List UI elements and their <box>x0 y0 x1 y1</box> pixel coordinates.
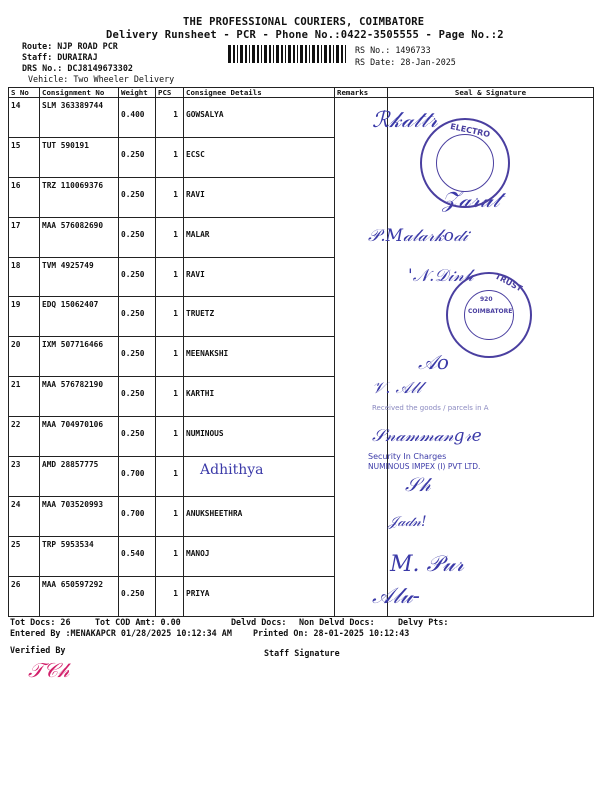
signature-ravi: 𝒵𝒶𝓇𝓊𝓉 <box>442 188 500 213</box>
row-sno: 25 <box>9 536 40 576</box>
row-consignee: MANOJ <box>184 536 335 576</box>
signature-row23: 𝒮𝒽 <box>405 474 431 496</box>
col-header-sno: S No <box>9 88 40 98</box>
row-sno: 21 <box>9 377 40 417</box>
signature-malar: 𝒫.𝑀𝒶𝓁𝒶𝓇𝓀𝑜𝒹𝒾 <box>368 226 468 246</box>
row-remarks <box>335 137 388 177</box>
company-seal-top <box>420 118 510 208</box>
row-sno: 22 <box>9 417 40 457</box>
table-row <box>9 417 594 457</box>
barcode <box>228 45 348 63</box>
row-pcs: 1 <box>156 496 184 536</box>
drs-number: DRS No.: DCJ8149673302 <box>22 63 133 73</box>
row-consignee: PRIYA <box>184 576 335 616</box>
row-consignment-no: MAA 704970106 <box>40 417 119 457</box>
row-consignment-no: MAA 650597292 <box>40 576 119 616</box>
table-header-row <box>9 88 594 98</box>
total-cod: Tot COD Amt: 0.00 <box>95 617 181 627</box>
entered-by: Entered By :MENAKAPCR 01/28/2025 10:12:34 AM <box>10 628 232 638</box>
row-sno: 17 <box>9 217 40 257</box>
table-row <box>9 536 594 576</box>
delivered-docs: Delvd Docs: <box>231 617 287 627</box>
delivery-points: Delvy Pts: <box>398 617 449 627</box>
row-pcs: 1 <box>156 297 184 337</box>
row-consignee: MALAR <box>184 217 335 257</box>
row-consignee: RAVI <box>184 257 335 297</box>
row-consignment-no: EDQ 15062407 <box>40 297 119 337</box>
signature-numinous: 𝒮𝓃𝒶𝓂𝓂𝒶𝓃𝑔𝓇𝑒 <box>372 426 482 446</box>
vehicle-label: Vehicle: Two Wheeler Delivery <box>28 74 175 84</box>
row-pcs: 1 <box>156 576 184 616</box>
runsheet-subtitle: Delivery Runsheet - PCR - Phone No.:0422-3505555 - Page No.:2 <box>106 29 504 41</box>
company-stamp-note: NUMINOUS IMPEX (I) PVT LTD. <box>368 462 481 471</box>
row-sno: 20 <box>9 337 40 377</box>
row-consignee: MEENAKSHI <box>184 337 335 377</box>
row-consignment-no: MAA 703520993 <box>40 496 119 536</box>
signature-anuksheethra: 𝒥𝒶𝒹𝓃! <box>388 514 427 530</box>
row-consignment-no: AMD 28857775 <box>40 457 119 497</box>
staff-label: Staff: DURAIRAJ <box>22 52 98 62</box>
row-sno: 14 <box>9 98 40 138</box>
signature-meenakshi: 𝒜𝑜 <box>418 350 449 374</box>
row-consignment-no: MAA 576082690 <box>40 217 119 257</box>
row-remarks <box>335 337 388 377</box>
row-consignee: KARTHI <box>184 377 335 417</box>
row-weight: 0.250 <box>119 257 156 297</box>
row-consignment-no: TRZ 110069376 <box>40 177 119 217</box>
row-weight: 0.250 <box>119 297 156 337</box>
row-consignee: ANUKSHEETHRA <box>184 496 335 536</box>
col-header-seal: Seal & Signature <box>388 88 594 98</box>
row-weight: 0.540 <box>119 536 156 576</box>
printed-on: Printed On: 28-01-2025 10:12:43 <box>253 628 410 638</box>
signature-gowsalya: ℛ𝓀𝒶𝓉𝓉𝓇 <box>372 108 438 133</box>
signature-priya: 𝒜𝓁𝓊- <box>372 584 420 609</box>
row-sno: 19 <box>9 297 40 337</box>
row-remarks <box>335 536 388 576</box>
row-pcs: 1 <box>156 137 184 177</box>
row-pcs: 1 <box>156 257 184 297</box>
rs-date: RS Date: 28-Jan-2025 <box>355 57 456 67</box>
row-pcs: 1 <box>156 457 184 497</box>
row-pcs: 1 <box>156 98 184 138</box>
row-consignee: ECSC <box>184 137 335 177</box>
row-sno: 26 <box>9 576 40 616</box>
row-weight: 0.250 <box>119 576 156 616</box>
table-row <box>9 576 594 616</box>
col-header-pcs: PCS <box>156 88 184 98</box>
row-remarks <box>335 177 388 217</box>
table-row <box>9 377 594 417</box>
row-remarks <box>335 297 388 337</box>
table-row <box>9 98 594 138</box>
row-weight: 0.700 <box>119 457 156 497</box>
col-header-weight: Weight <box>119 88 156 98</box>
route-label: Route: NJP ROAD PCR <box>22 41 118 51</box>
row-remarks <box>335 496 388 536</box>
row-remarks <box>335 257 388 297</box>
signature-ravi-2: '𝒩.𝒟𝒾𝓃𝒽 <box>408 266 474 286</box>
seal-bottom-number: 920 <box>480 296 493 303</box>
company-seal-bottom <box>446 272 532 358</box>
total-docs: Tot Docs: 26 <box>10 617 71 627</box>
row-pcs: 1 <box>156 337 184 377</box>
table-row <box>9 217 594 257</box>
staff-signature-label: Staff Signature <box>264 648 340 658</box>
row-pcs: 1 <box>156 217 184 257</box>
row-consignee: TRUETZ <box>184 297 335 337</box>
row-weight: 0.250 <box>119 377 156 417</box>
row-consignment-no: TVM 4925749 <box>40 257 119 297</box>
seal-top-text: ELECTRO <box>449 121 491 140</box>
col-header-consignee: Consignee Details <box>184 88 335 98</box>
rs-number: RS No.: 1496733 <box>355 45 431 55</box>
row-consignment-no: SLM 363389744 <box>40 98 119 138</box>
security-note: Security In Charges <box>368 452 447 461</box>
row-sno: 18 <box>9 257 40 297</box>
row-weight: 0.250 <box>119 137 156 177</box>
handwritten-adhithya: Adhithya <box>200 462 264 478</box>
table-row <box>9 177 594 217</box>
col-header-remarks: Remarks <box>335 88 388 98</box>
row-sno: 15 <box>9 137 40 177</box>
table-row <box>9 457 594 497</box>
signature-manoj: 𝑀. 𝒫𝓊𝓇 <box>390 552 464 577</box>
row-consignment-no: TRP 5953534 <box>40 536 119 576</box>
row-pcs: 1 <box>156 177 184 217</box>
row-weight: 0.250 <box>119 337 156 377</box>
row-consignee: RAVI <box>184 177 335 217</box>
row-consignment-no: TUT 590191 <box>40 137 119 177</box>
row-consignee: NUMINOUS <box>184 417 335 457</box>
row-weight: 0.250 <box>119 417 156 457</box>
non-delivered-docs: Non Delvd Docs: <box>299 617 375 627</box>
verified-by-signature: 𝒯𝒞𝒽 <box>28 658 70 682</box>
received-note: Received the goods / parcels in A <box>372 404 489 412</box>
table-row <box>9 496 594 536</box>
signature-karthi: 𝒱. 𝒜𝓁𝓁 <box>372 378 422 397</box>
seal-bottom-text: TRUST <box>493 271 524 294</box>
row-consignee: GOWSALYA <box>184 98 335 138</box>
row-pcs: 1 <box>156 377 184 417</box>
row-sno: 16 <box>9 177 40 217</box>
verified-by-label: Verified By <box>10 645 66 655</box>
seal-bottom-inner: COIMBATORE <box>468 308 513 315</box>
row-weight: 0.400 <box>119 98 156 138</box>
row-weight: 0.250 <box>119 177 156 217</box>
row-pcs: 1 <box>156 417 184 457</box>
row-sno: 23 <box>9 457 40 497</box>
row-weight: 0.250 <box>119 217 156 257</box>
row-consignment-no: MAA 576782190 <box>40 377 119 417</box>
row-weight: 0.700 <box>119 496 156 536</box>
company-title: THE PROFESSIONAL COURIERS, COIMBATORE <box>183 16 425 28</box>
col-header-consignment: Consignment No <box>40 88 119 98</box>
row-sno: 24 <box>9 496 40 536</box>
row-consignment-no: IXM 507716466 <box>40 337 119 377</box>
row-pcs: 1 <box>156 536 184 576</box>
